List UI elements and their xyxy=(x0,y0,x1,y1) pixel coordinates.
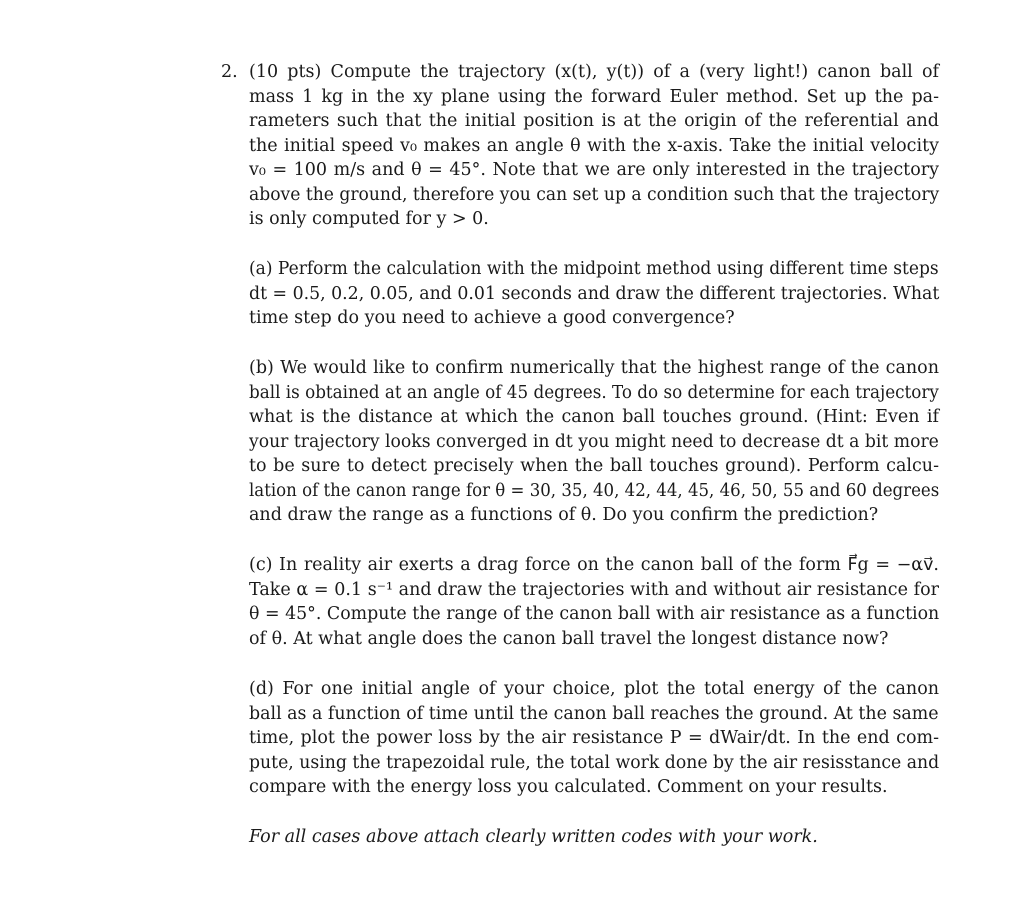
part-b-line: ball is obtained at an angle of 45 degrees. To do so determine for each trajectory xyxy=(249,382,939,403)
part-b-line: what is the distance at which the canon ball touches ground. (Hint: Even if xyxy=(249,407,939,427)
intro-line: v₀ = 100 m/s and θ = 45°. Note that we are only interested in the trajectory xyxy=(249,160,939,180)
footer-note xyxy=(249,825,939,850)
part-b-line: to be sure to detect precisely when the ball touches ground). Perform calcu- xyxy=(249,456,939,476)
part-c-line: of θ. At what angle does the canon ball travel the longest distance now? xyxy=(249,628,889,649)
part-b xyxy=(249,356,939,528)
part-d xyxy=(249,677,939,800)
part-a-line: dt = 0.5, 0.2, 0.05, and 0.01 seconds and draw the different trajectories. What xyxy=(249,283,940,304)
part-c xyxy=(249,553,939,651)
part-c-line: (c) In reality air exerts a drag force on the canon ball of the form F⃗g = −αv⃗. xyxy=(249,555,939,575)
problem-number: 2. xyxy=(221,62,238,82)
part-c-line: Take α = 0.1 s⁻¹ and draw the trajectories with and without air resistance for xyxy=(249,579,939,600)
intro-line: mass 1 kg in the xy plane using the forward Euler method. Set up the pa- xyxy=(249,86,939,107)
part-d-line: pute, using the trapezoidal rule, the total work done by the air resisstance and xyxy=(249,752,940,773)
footer-note-text: For all cases above attach clearly written codes with your work. xyxy=(249,827,818,847)
part-a xyxy=(249,257,939,331)
part-b-line: (b) We would like to confirm numerically that the highest range of the canon xyxy=(249,358,939,378)
part-d-line: compare with the energy loss you calculated. Comment on your results. xyxy=(249,777,888,797)
part-a-line: time step do you need to achieve a good convergence? xyxy=(249,308,735,328)
intro-line: the initial speed v₀ makes an angle θ with the x-axis. Take the initial velocity xyxy=(249,135,939,156)
part-b-line: lation of the canon range for θ = 30, 35, 40, 42, 44, 45, 46, 50, 55 and 60 degrees xyxy=(249,480,940,501)
part-c-line: θ = 45°. Compute the range of the canon ball with air resistance as a function xyxy=(249,604,940,624)
part-b-line: and draw the range as a functions of θ. Do you confirm the prediction? xyxy=(249,505,879,525)
intro-line: (10 pts) Compute the trajectory (x(t), y(t)) of a (very light!) canon ball of xyxy=(249,62,939,82)
intro-line: is only computed for y > 0. xyxy=(249,209,489,229)
part-d-line: ball as a function of time until the canon ball reaches the ground. At the same xyxy=(249,703,939,724)
part-b-line: your trajectory looks converged in dt you might need to decrease dt a bit more xyxy=(249,431,939,452)
part-d-line: time, plot the power loss by the air resistance P = dWair/dt. In the end com- xyxy=(249,728,939,748)
part-a-line: (a) Perform the calculation with the midpoint method using different time steps xyxy=(249,259,939,279)
problem-intro xyxy=(249,60,939,232)
intro-line: above the ground, therefore you can set up a condition such that the trajectory xyxy=(249,184,940,205)
intro-line: rameters such that the initial position is at the origin of the referential and xyxy=(249,111,939,131)
part-d-line: (d) For one initial angle of your choice, plot the total energy of the canon xyxy=(249,679,939,699)
